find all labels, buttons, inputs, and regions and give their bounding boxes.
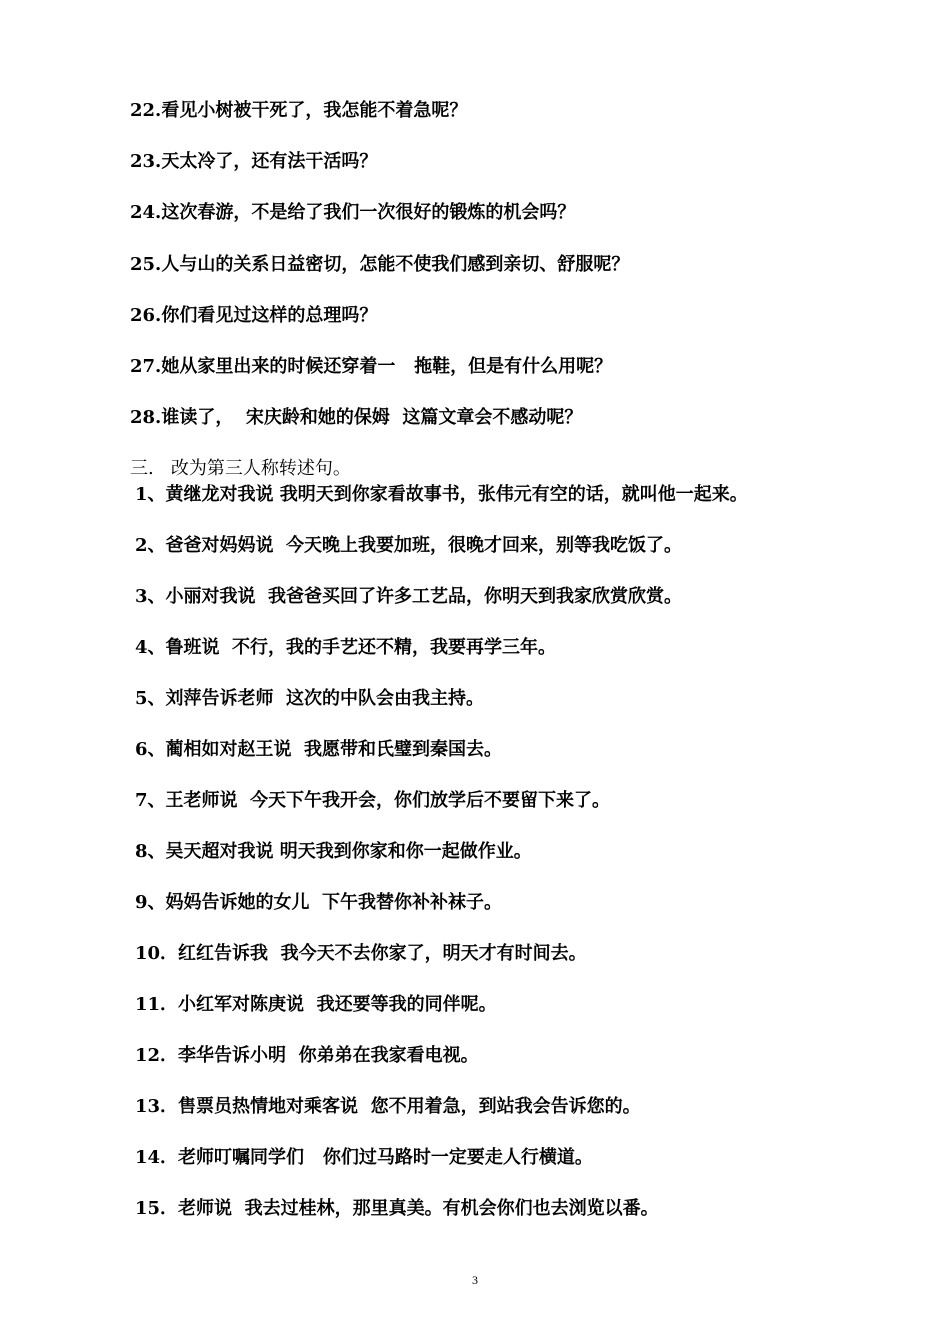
question-item-22: 22.看见小树被干死了，我怎能不着急呢？ <box>130 100 468 121</box>
question-item-23: 23.天太冷了，还有法干活吗？ <box>130 151 378 172</box>
exercise-item-13: 13．售票员热情地对乘客说 您不用着急，到站我会告诉您的。 <box>135 1096 641 1117</box>
exercise-item-1: 1、黄继龙对我说 我明天到你家看故事书，张伟元有空的话，就叫他一起来。 <box>135 484 748 505</box>
exercise-item-3: 3、小丽对我说 我爸爸买回了许多工艺品，你明天到我家欣赏欣赏。 <box>135 586 683 607</box>
question-item-25: 25.人与山的关系日益密切，怎能不使我们感到亲切、舒服呢？ <box>130 254 630 275</box>
exercise-item-2: 2、爸爸对妈妈说 今天晚上我要加班，很晚才回来，别等我吃饭了。 <box>135 535 683 556</box>
exercise-item-12: 12．李华告诉小明 你弟弟在我家看电视。 <box>135 1045 479 1066</box>
exercise-item-14: 14．老师叮嘱同学们 你们过马路时一定要走人行横道。 <box>135 1147 593 1168</box>
question-item-28: 28.谁读了， 宋庆龄和她的保姆 这篇文章会不感动呢？ <box>130 407 583 428</box>
exercise-item-8: 8、吴天超对我说 明天我到你家和你一起做作业。 <box>135 841 532 862</box>
exercise-item-7: 7、王老师说 今天下午我开会，你们放学后不要留下来了。 <box>135 790 611 811</box>
page-number: 3 <box>472 1273 478 1287</box>
question-item-26: 26.你们看见过这样的总理吗？ <box>130 305 378 326</box>
question-item-27: 27.她从家里出来的时候还穿着一 拖鞋，但是有什么用呢？ <box>130 356 613 377</box>
exercise-item-5: 5、刘萍告诉老师 这次的中队会由我主持。 <box>135 688 485 709</box>
section-title: 三. 改为第三人称转述句。 <box>130 458 351 479</box>
exercise-item-10: 10．红红告诉我 我今天不去你家了，明天才有时间去。 <box>135 943 587 964</box>
question-item-24: 24.这次春游，不是给了我们一次很好的锻炼的机会吗？ <box>130 202 576 223</box>
exercise-item-6: 6、蔺相如对赵王说 我愿带和氏璧到秦国去。 <box>135 739 503 760</box>
exercise-item-15: 15．老师说 我去过桂林，那里真美。有机会你们也去浏览以番。 <box>135 1198 659 1219</box>
exercise-item-11: 11．小红军对陈庚说 我还要等我的同伴呢。 <box>135 994 497 1015</box>
exercise-item-4: 4、鲁班说 不行，我的手艺还不精，我要再学三年。 <box>135 637 557 658</box>
exercise-item-9: 9、妈妈告诉她的女儿 下午我替你补补袜子。 <box>135 892 503 913</box>
